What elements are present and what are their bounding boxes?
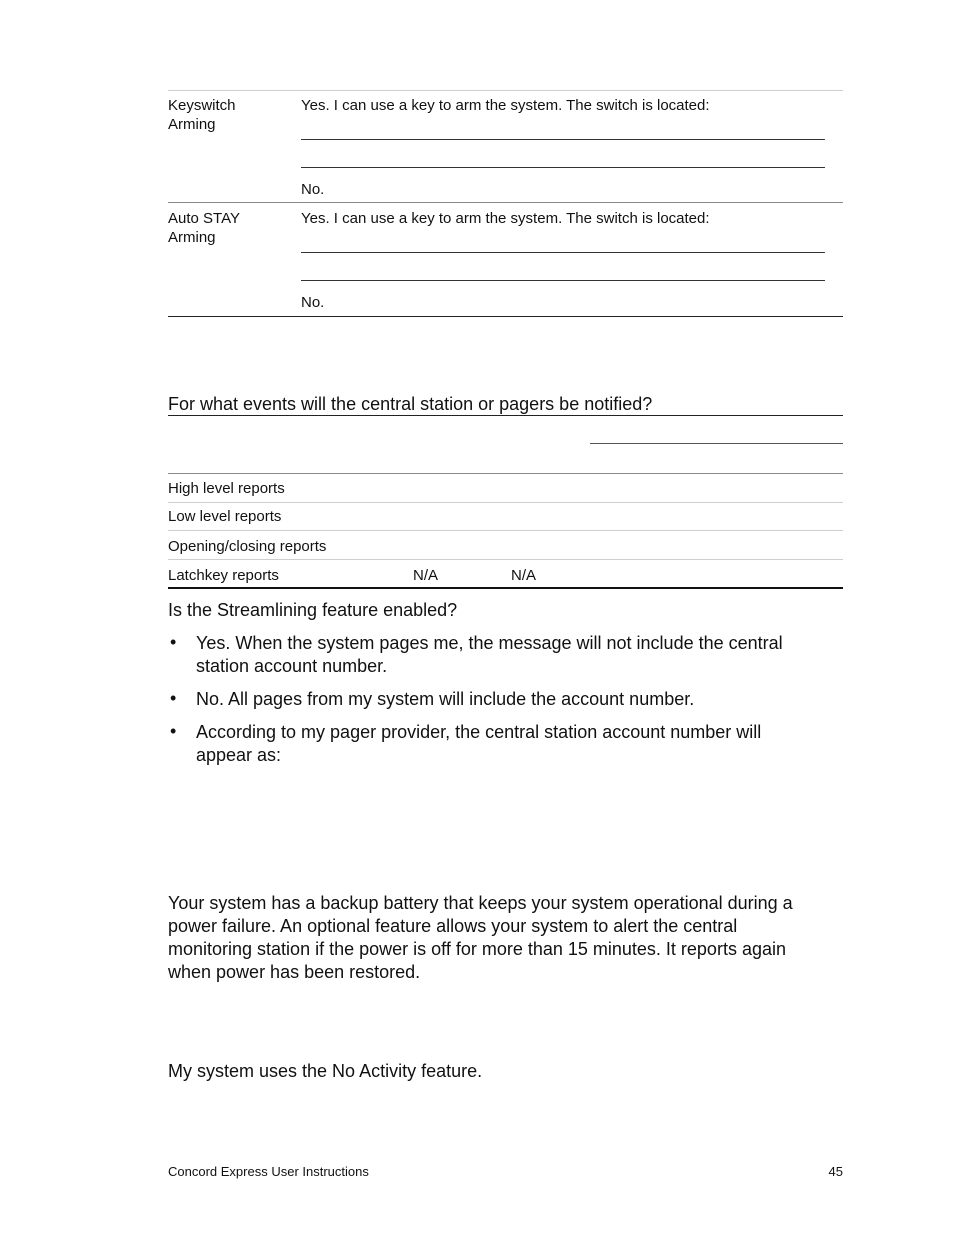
keyswitch-location-line-2[interactable] [301, 167, 825, 168]
option-line: Yes. When the system pages me, the message will not include the central [196, 633, 783, 653]
auto-stay-yes-option[interactable]: Yes. I can use a key to arm the system. The switch is located: [301, 210, 710, 227]
auto-stay-no-option[interactable]: No. [301, 294, 325, 311]
auto-stay-arming-label [168, 209, 240, 247]
bullet-icon: • [170, 688, 177, 708]
latchkey-col3-value: N/A [511, 567, 537, 584]
row-label-line: Keyswitch [168, 97, 236, 114]
bullet-icon: • [170, 721, 177, 741]
row-label-line: Arming [168, 229, 216, 246]
events-question: For what events will the central station or pagers be notified? [168, 394, 653, 414]
auto-stay-location-line-2[interactable] [301, 280, 825, 281]
events-row-divider [168, 559, 843, 560]
events-table-bottom-rule [168, 587, 843, 589]
row-divider [168, 202, 843, 203]
events-heading-rule [168, 415, 843, 416]
option-line: According to my pager provider, the central station account number will [196, 722, 762, 742]
events-row-label: High level reports [168, 480, 285, 497]
no-activity-statement[interactable]: My system uses the No Activity feature. [168, 1061, 483, 1081]
row-label-line: Arming [168, 116, 216, 133]
table-bottom-rule [168, 316, 843, 317]
footer-title: Concord Express User Instructions [168, 1164, 369, 1179]
latchkey-col2-value: N/A [413, 567, 439, 584]
events-table-top-rule [168, 473, 843, 474]
events-row-label: Latchkey reports [168, 567, 279, 584]
streamlining-question: Is the Streamlining feature enabled? [168, 600, 458, 620]
option-line: station account number. [196, 656, 388, 676]
events-row-divider [168, 502, 843, 503]
streamlining-option-pager-provider[interactable] [196, 721, 836, 767]
events-column-header-rule [590, 443, 843, 444]
paragraph-line: when power has been restored. [168, 962, 421, 982]
streamlining-option-yes[interactable] [196, 632, 836, 678]
table-top-rule [168, 90, 843, 91]
row-label-line: Auto STAY [168, 210, 240, 227]
option-line: appear as: [196, 745, 282, 765]
keyswitch-no-option[interactable]: No. [301, 181, 325, 198]
page-number: 45 [828, 1164, 843, 1179]
auto-stay-location-line-1[interactable] [301, 252, 825, 253]
events-row-label: Opening/closing reports [168, 538, 327, 555]
paragraph-line: power failure. An optional feature allows your system to alert the central [168, 916, 738, 936]
paragraph-line: monitoring station if the power is off for more than 15 minutes. It reports again [168, 939, 786, 959]
option-line: No. All pages from my system will include the account number. [196, 689, 695, 709]
events-row-divider [168, 530, 843, 531]
battery-paragraph [168, 892, 838, 984]
keyswitch-location-line-1[interactable] [301, 139, 825, 140]
keyswitch-yes-option[interactable]: Yes. I can use a key to arm the system. The switch is located: [301, 97, 710, 114]
keyswitch-arming-label [168, 96, 236, 134]
paragraph-line: Your system has a backup battery that keeps your system operational during a [168, 893, 793, 913]
events-row-label: Low level reports [168, 508, 282, 525]
bullet-icon: • [170, 632, 177, 652]
streamlining-option-no[interactable] [196, 688, 836, 711]
